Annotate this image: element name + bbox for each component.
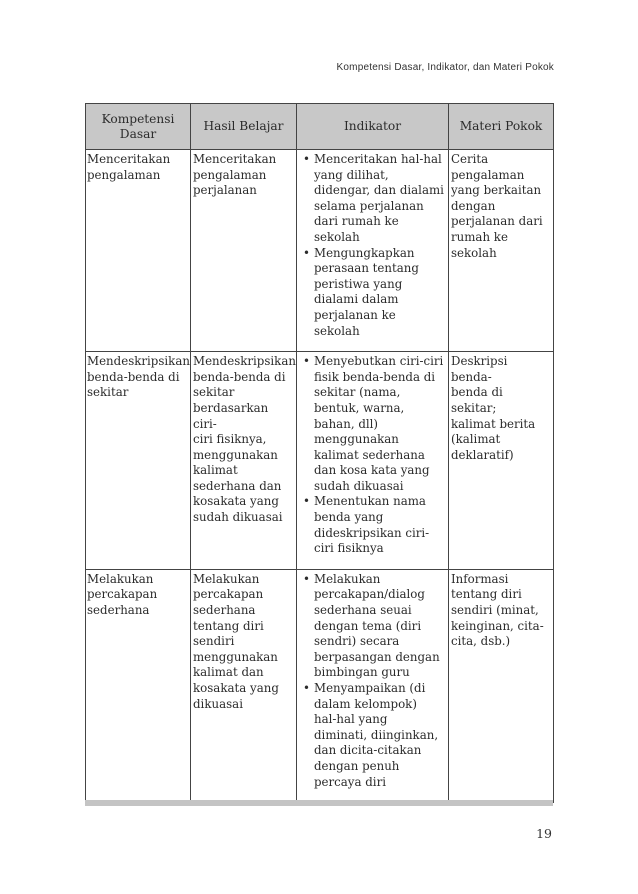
indikator-item: • Mengungkapkan perasaan tentang peristiwa yang dialami dalam perjalanan ke sekolah — [299, 246, 446, 340]
cell-kompetensi: Menceritakan pengalaman — [86, 150, 191, 352]
column-header-materi-pokok: Materi Pokok — [449, 104, 554, 150]
indikator-list — [299, 152, 446, 339]
footer-divider — [85, 800, 553, 806]
cell-hasil-belajar: Mendeskripsikan benda-benda di sekitar berdasarkan ciri- ciri fisiknya, menggunakan kalimat sederhana dan kosakata yang sudah dikuasai — [191, 352, 297, 570]
indikator-item: • Melakukan percakapan/dialog sederhana seuai dengan tema (diri sendri) secara berpasangan dengan bimbingan guru — [299, 572, 446, 681]
cell-indikator — [297, 352, 449, 570]
column-header-kompetensi: Kompetensi Dasar — [86, 104, 191, 150]
cell-kompetensi: Melakukan percakapan sederhana — [86, 569, 191, 802]
indikator-list — [299, 572, 446, 790]
table-header-row — [86, 104, 554, 150]
running-header: Kompetensi Dasar, Indikator, dan Materi Pokok — [336, 62, 554, 73]
indikator-item: • Menyampaikan (di dalam kelompok) hal-hal yang diminati, diinginkan, dan dicita-citakan dengan penuh percaya diri — [299, 681, 446, 790]
cell-materi-pokok: Cerita pengalaman yang berkaitan dengan perjalanan dari rumah ke sekolah — [449, 150, 554, 352]
indikator-list — [299, 354, 446, 557]
table-row — [86, 352, 554, 570]
column-header-indikator: Indikator — [297, 104, 449, 150]
column-header-hasil-belajar: Hasil Belajar — [191, 104, 297, 150]
cell-indikator — [297, 569, 449, 802]
cell-kompetensi: Mendeskripsikan benda-benda di sekitar — [86, 352, 191, 570]
cell-hasil-belajar: Melakukan percakapan sederhana tentang diri sendiri menggunakan kalimat dan kosakata yang dikuasai — [191, 569, 297, 802]
table-row — [86, 569, 554, 802]
indikator-item: • Menentukan nama benda yang dideskripsikan ciri- ciri fisiknya — [299, 494, 446, 556]
indikator-item: • Menceritakan hal-hal yang dilihat, didengar, dan dialami selama perjalanan dari rumah ke sekolah — [299, 152, 446, 246]
indikator-item: • Menyebutkan ciri-ciri fisik benda-benda di sekitar (nama, bentuk, warna, bahan, dll) menggunakan kalimat sederhana dan kosa kata yang sudah dikuasai — [299, 354, 446, 494]
page-number: 19 — [536, 826, 552, 841]
cell-materi-pokok: Deskripsi benda- benda di sekitar; kalimat berita (kalimat deklaratif) — [449, 352, 554, 570]
table-row — [86, 150, 554, 352]
competency-table — [85, 103, 553, 803]
cell-hasil-belajar: Menceritakan pengalaman perjalanan — [191, 150, 297, 352]
cell-materi-pokok: Informasi tentang diri sendiri (minat, keinginan, cita- cita, dsb.) — [449, 569, 554, 802]
cell-indikator — [297, 150, 449, 352]
